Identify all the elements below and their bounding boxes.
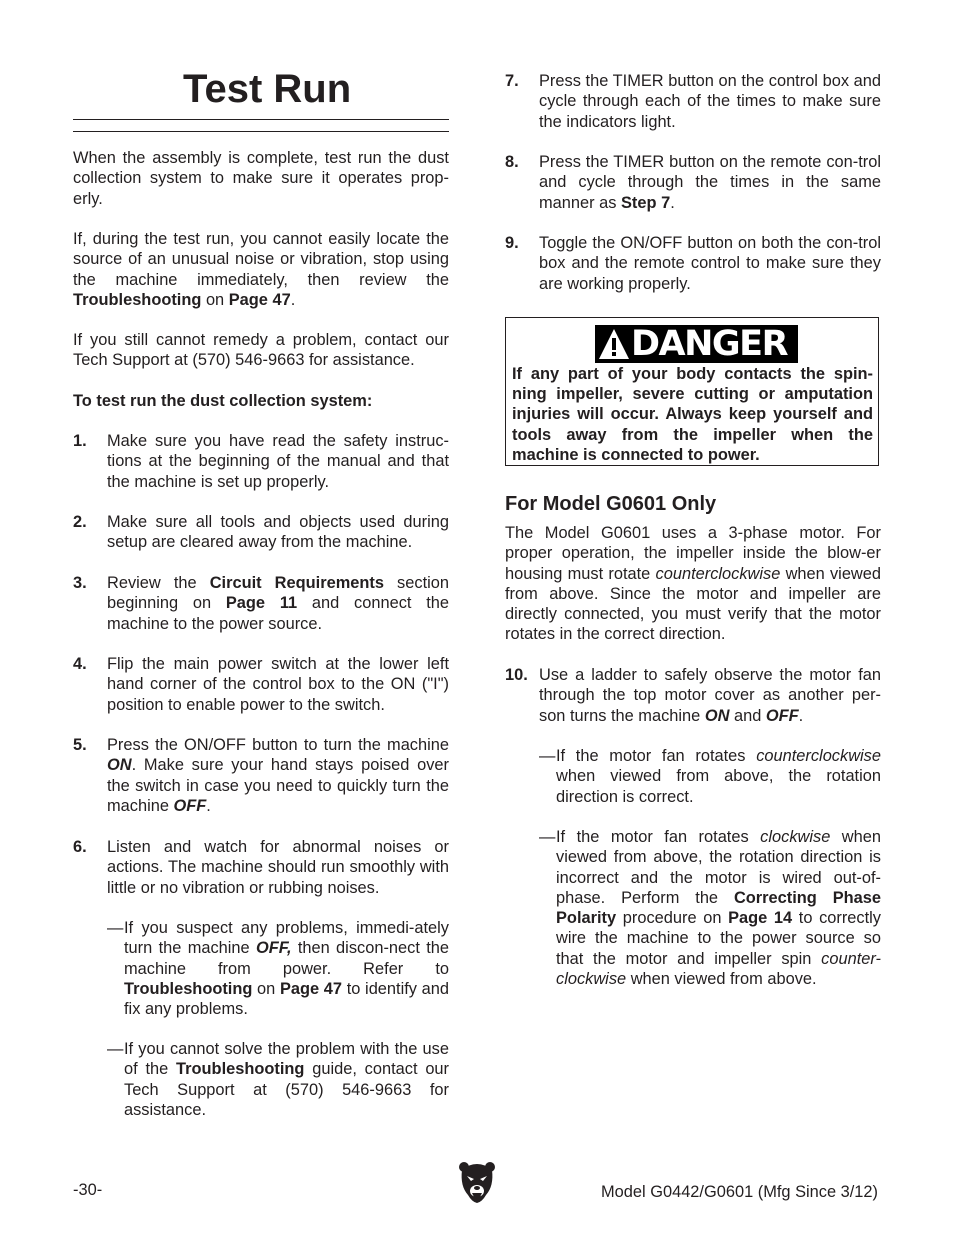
step-text: Listen and watch for abnormal noises or actions. The machine should run smoothly with little or no vibration or rubbing noises. (107, 838, 449, 897)
step-text: Flip the main power switch at the lower left hand corner of the control box to the ON ("I") position to enable power to the switch. (107, 655, 449, 714)
model-section-paragraph: The Model G0601 uses a 3-phase motor. For proper operation, the impeller inside the blow-er housing must rotate counterclockwise when viewed from above. Since the motor and impeller are directly connected, you must verify that the motor rotates in the correct direction. (505, 524, 881, 644)
intro-paragraph-3: If you still cannot remedy a problem, contact our Tech Support at (570) 546-9663 for assistance. (73, 331, 449, 370)
step-number: 3. (73, 574, 87, 592)
page-number: -30- (73, 1181, 103, 1199)
page-title: Test Run (183, 67, 352, 111)
step-text: Toggle the ON/OFF button on both the con-trol box and the remote control to make sure they are working properly. (539, 234, 881, 293)
step-number: 4. (73, 655, 87, 673)
step-number: 8. (505, 153, 519, 171)
intro-paragraph-2: If, during the test run, you cannot easily locate the source of an unusual noise or vibration, stop using the machine immediately, then review the Troubleshooting on Page 47. (73, 230, 449, 309)
warning-triangle-icon (597, 327, 631, 361)
intro-paragraph-1: When the assembly is complete, test run the dust collection system to make sure it operates prop-erly. (73, 149, 449, 208)
model-section-heading: For Model G0601 Only (505, 493, 717, 515)
subitem-text: If you suspect any problems, immedi-ately turn the machine OFF, then discon-nect the machine from power. Refer to Troubleshooting on Page 47 to identify and fix any problems. (124, 919, 449, 1019)
dash-bullet: — (107, 919, 124, 937)
step-text: Review the Circuit Requirements section beginning on Page 11 and connect the machine to the power source. (107, 574, 450, 633)
step-number: 5. (73, 736, 87, 754)
title-rule-bottom (73, 131, 449, 132)
step-text: Press the TIMER button on the control box and cycle through each of the times to make sure the indicators light. (539, 72, 881, 131)
dash-bullet: — (107, 1040, 124, 1058)
step-number: 1. (73, 432, 87, 450)
step-number: 9. (505, 234, 519, 252)
title-rule-top (73, 119, 449, 120)
step-text: Make sure you have read the safety instruc-tions at the beginning of the manual and that the machine is set up properly. (107, 432, 449, 491)
step-text: Press the ON/OFF button to turn the machine ON. Make sure your hand stays poised over the switch in case you need to quickly turn the machine OFF. (107, 736, 449, 815)
procedure-heading: To test run the dust collection system: (73, 392, 373, 410)
model-footer: Model G0442/G0601 (Mfg Since 3/12) (601, 1183, 878, 1201)
step-number: 2. (73, 513, 87, 531)
step-text: Make sure all tools and objects used during setup are cleared away from the machine. (107, 513, 449, 552)
danger-notice (505, 317, 879, 466)
dash-bullet: — (539, 747, 556, 765)
step-number: 6. (73, 838, 87, 856)
danger-text: If any part of your body contacts the spin-ning impeller, severe cutting or amputation injuries will occur. Always keep yourself and tools away from the impeller when the machine is connected to power. (512, 365, 873, 464)
dash-bullet: — (539, 828, 556, 846)
step-number: 10. (505, 666, 528, 684)
step-text: Press the TIMER button on the remote con-trol and cycle through the times in the same manner as Step 7. (539, 153, 881, 212)
step-text: Use a ladder to safely observe the motor fan through the top motor cover as another per-son turns the machine ON and OFF. (539, 666, 881, 725)
step-number: 7. (505, 72, 519, 90)
subitem-text: If the motor fan rotates counterclockwise when viewed from above, the rotation direction is correct. (556, 747, 881, 806)
subitem-text: If you cannot solve the problem with the use of the Troubleshooting guide, contact our Tech Support at (570) 546-9663 for assistance. (124, 1040, 450, 1119)
subitem-text: If the motor fan rotates clockwise when viewed from above, the rotation direction is incorrect and the motor is wired out-of-phase. Perform the Correcting Phase Polarity procedure on Page 14 to correctly wire the machine to the power source so that the motor and impeller spin counter-clockwise when viewed from above. (556, 828, 881, 989)
bear-head-logo-icon (458, 1160, 496, 1204)
danger-banner (595, 325, 798, 363)
danger-label: DANGER (631, 324, 788, 364)
